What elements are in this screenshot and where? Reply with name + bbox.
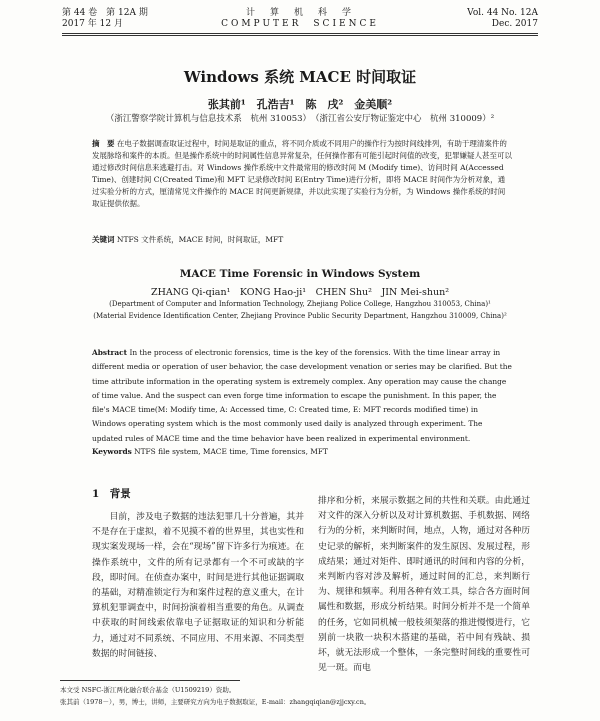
keywords-cn: NTFS 文件系统，MACE 时间，时间取证，MFT <box>116 235 284 244</box>
chinese-abstract <box>92 138 512 210</box>
funding-footnote: 本文受 NSFC-浙江两化融合联合基金（U1509219）资助。 <box>60 686 236 694</box>
journal-name-en: COMPUTER SCIENCE <box>221 19 379 29</box>
header-rule-2 <box>62 35 538 36</box>
body-column-left: 目前，涉及电子数据的违法犯罪几十分普遍，其并不是存在于虚拟，着不见摸不着的世界里，其也实性和现实案发现场一样，会在“现场”留下许多行为痕迹。在操作系统中，文件的所有记录都有一个不可或缺的字段，即时间。在侦查办案中，时间是进行其他证据调取的基础，对精准锁定行为和案件过程的意义重大，在计算机犯罪调查中，时间扮演着相当重要的角色。从调查中获取的时间线索依靠电子证据取证的知识和分析能力，通过对不同系统、不同应用、不用来源、不同类型数据的时间链接、 <box>92 512 304 659</box>
issue-date: 2017 年 12 月 <box>62 19 123 29</box>
author-footnote: 张其前（1978－），男，博士，讲师，主要研究方向为电子数据取证，E-mail：zhangqiqian@zjjcxy.cn。 <box>60 698 371 706</box>
journal-volume-header <box>467 8 538 30</box>
body-column-right: 排序和分析，来展示数据之间的共性和关联。由此通过对文件的深入分析以及对计算机数据、手机数据、网络行为的分析，来判断时间，地点，人物，通过对各种历史记录的解析，来判断案件的发生原因、发展过程，形成结果；通过对矩件、即时通讯的时间和内容的分析，来判断内容对涉及解析，通过时间的汇总，来判断行为、规律和频率。利用各种有效工具，综合各方面时间属性和数据，形成分析结果。时间分析并不是一个简单的任务，它如同机械一般枝须架落的推进慢慢进行，它别前一块散一块积木搭建的基础，若中间有残缺、损坏，就无法形成一个整体，一条完整时间线的重要性可见一斑。而电 <box>318 496 530 674</box>
abstract-text-en: In the process of electronic forensics, time is the key of the forensics. With the time linear array in different media or operation of user behavior, the case development venation or series may be clarified. But the time attribute information in the operating system is extremely complex. Any operation may cause the change of time value. And the suspect can even forge time information to escape the punishment. In this paper, the file's MACE time(M: Modify time, A: Accessed time, C: Created time, E: MFT records modified time) in Windows operating system which is the most commonly used daily is analyzed through experiment. The updated rules of MACE time and the time behavior have been realized in experimental environment. <box>92 348 512 443</box>
date-en: Dec. 2017 <box>491 19 538 29</box>
chinese-keywords <box>92 234 512 246</box>
section-heading: 1 背景 <box>92 488 131 500</box>
keywords-en: NTFS file system, MACE time, Time forensics, MFT <box>134 447 328 456</box>
english-title: MACE Time Forensic in Windows System <box>179 268 421 280</box>
abstract-label-cn: 摘 要 <box>92 139 115 148</box>
affiliation: （浙江警察学院计算机与信息技术系 杭州 310053） （浙江省公安厅物证鉴定中心 杭州 310009）² <box>105 114 495 124</box>
volume-issue: 第 44 卷 第 12A 期 <box>62 8 148 18</box>
english-keywords <box>92 447 514 456</box>
abstract-text-cn: 在电子数据调查取证过程中，时间是取证的重点，将不同介质或不同用户的操作行为按时间线排列，有助于理清案件的发展脉络和案件的本质。但是操作系统中的时间属性信息异常复杂，任何操作都有可能引起时间值的改变，犯罪嫌疑人甚至可以通过修改时间信息来逃避打击。对 Windows 操作系统中文件最常用的修改时间 M (Modify time)、访问时间 A(Accessed Time)、创建时间 C(Created Time)和 MFT 记录修改时间 E(Entry Time)进行分析，即将 MACE 时间作为分析对象，通过实验分析的方式，厘清常见文件操作的 MACE 时间更新规律，并以此实现了实验行为分析，为 Windows 操作系统的时间取证提供依据。 <box>92 139 512 208</box>
author-list: 张其前¹ 孔浩吉¹ 陈 戌² 金美顺² <box>207 98 393 111</box>
english-affiliation-2: (Material Evidence Identification Center, Zhejiang Province Public Security Department, Hangzhou 310009, China)² <box>93 312 507 320</box>
keywords-label-cn: 关键词 <box>92 235 115 244</box>
journal-name-cn: 计 算 机 科 学 <box>245 8 354 18</box>
header-rule <box>62 33 538 34</box>
footnote-rule <box>60 680 240 681</box>
paper-title: Windows 系统 MACE 时间取证 <box>183 68 417 86</box>
abstract-label-en: Abstract <box>92 348 128 357</box>
english-affiliation-1: (Department of Computer and Information Technology, Zhejiang Police College, Hangzhou 310053, China)¹ <box>109 300 491 308</box>
volume-en: Vol. 44 No. 12A <box>467 8 538 18</box>
english-authors: ZHANG Qi-qian¹ KONG Hao-ji¹ CHEN Shu² JIN Mei-shun² <box>150 287 450 298</box>
english-abstract <box>92 346 514 446</box>
keywords-label-en: Keywords <box>92 447 132 456</box>
